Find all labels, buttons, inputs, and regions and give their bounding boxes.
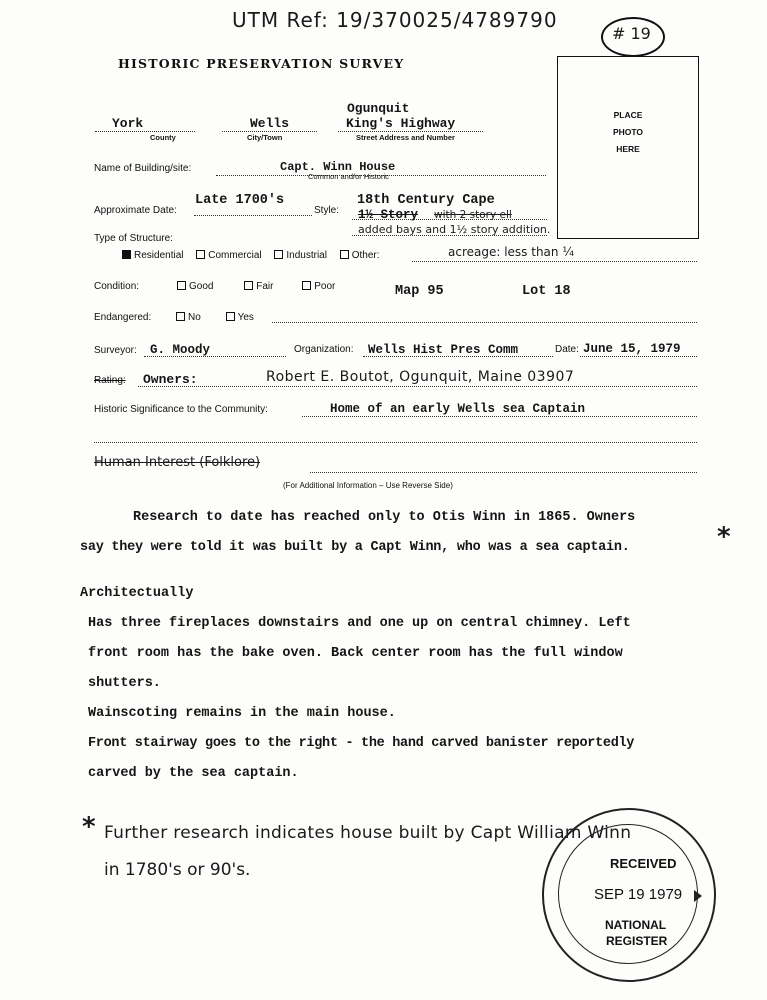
condition-option-good[interactable]	[177, 281, 213, 292]
research-asterisk: *	[717, 522, 731, 552]
city-underline	[222, 131, 317, 132]
significance-underline-2	[94, 442, 697, 443]
style-line-3-handwritten: added bays and 1½ story addition.	[358, 223, 551, 236]
other-checkbox[interactable]	[340, 250, 349, 259]
photo-text-line-2: PHOTO	[612, 127, 644, 137]
poor-checkbox[interactable]	[302, 281, 311, 290]
street-underline	[338, 131, 483, 132]
photo-text-line-1: PLACE	[613, 110, 643, 120]
other-label: Other:	[351, 250, 380, 261]
organization-underline	[363, 356, 553, 357]
surveyor-value: G. Moody	[150, 343, 211, 357]
organization-value: Wells Hist Pres Comm	[368, 343, 519, 357]
building-name-sublabel: Common and/or Historic	[308, 172, 389, 181]
architecture-line-2: front room has the bake oven. Back center room has the full window	[88, 646, 623, 661]
footnote-line-2: in 1780's or 90's.	[104, 860, 251, 880]
style-line-2-typed: 1½ Story	[358, 208, 419, 222]
date-value: June 15, 1979	[583, 342, 681, 356]
style-underline-1	[352, 219, 547, 220]
fair-label: Fair	[256, 281, 274, 292]
map-reference: Map 95	[395, 284, 444, 299]
additional-info-note: (For Additional Information – Use Reverse Side)	[283, 481, 453, 490]
date-underline	[580, 356, 697, 357]
research-line-2: say they were told it was built by a Capt Winn, who was a sea captain.	[80, 540, 630, 555]
fair-checkbox[interactable]	[244, 281, 253, 290]
significance-label: Historic Significance to the Community:	[94, 404, 268, 415]
owners-label: Owners:	[143, 372, 198, 387]
owners-value: Robert E. Boutot, Ogunquit, Maine 03907	[266, 369, 575, 385]
architecture-heading: Architectually	[80, 586, 194, 601]
lot-reference: Lot 18	[522, 284, 571, 299]
footnote-line-1: Further research indicates house built by Capt William Winn	[104, 823, 632, 843]
poor-label: Poor	[314, 281, 336, 292]
footnote-asterisk: *	[82, 812, 96, 842]
architecture-line-1: Has three fireplaces downstairs and one up on central chimney. Left	[88, 616, 631, 631]
research-line-1: Research to date has reached only to Otis Winn in 1865. Owners	[133, 510, 636, 525]
surveyor-underline	[144, 356, 286, 357]
date-label: Date:	[555, 344, 579, 355]
architecture-line-6: carved by the sea captain.	[88, 766, 299, 781]
street-label: Street Address and Number	[356, 133, 455, 142]
style-line-2-handwritten: with 2 story ell	[434, 209, 512, 221]
style-label: Style:	[314, 205, 340, 216]
structure-other-value: acreage: less than ¼	[448, 245, 574, 259]
good-checkbox[interactable]	[177, 281, 186, 290]
stamp-date: SEP 19 1979	[594, 886, 683, 903]
approx-date-underline	[194, 215, 312, 216]
industrial-checkbox[interactable]	[274, 250, 283, 259]
no-checkbox[interactable]	[176, 312, 185, 321]
commercial-checkbox[interactable]	[196, 250, 205, 259]
human-interest-label: Human Interest (Folklore)	[94, 455, 261, 470]
approx-date-label: Approximate Date:	[94, 205, 177, 216]
no-label: No	[188, 312, 201, 323]
endangered-underline	[272, 322, 697, 323]
condition-options	[177, 281, 335, 292]
condition-option-poor[interactable]	[302, 281, 335, 292]
industrial-label: Industrial	[286, 250, 327, 261]
residential-checkbox[interactable]	[122, 250, 131, 259]
county-value: York	[112, 116, 144, 131]
good-label: Good	[189, 281, 214, 292]
photo-placeholder-box	[557, 56, 699, 239]
survey-title: HISTORIC PRESERVATION SURVEY	[118, 56, 405, 71]
architecture-line-5: Front stairway goes to the right - the hand carved banister reportedly	[88, 736, 635, 751]
approx-date-value: Late 1700's	[195, 193, 285, 208]
endangered-options	[176, 312, 254, 323]
condition-option-fair[interactable]	[244, 281, 273, 292]
photo-text-line-3: HERE	[616, 144, 640, 154]
human-interest-underline	[310, 472, 697, 473]
county-label: County	[150, 133, 176, 142]
surveyor-label: Surveyor:	[94, 345, 137, 356]
significance-underline-1	[302, 416, 697, 417]
endangered-label: Endangered:	[94, 312, 152, 323]
stamp-received: RECEIVED	[610, 856, 677, 871]
building-name-label: Name of Building/site:	[94, 163, 192, 174]
endangered-option-yes[interactable]	[226, 312, 254, 323]
received-stamp	[542, 808, 716, 982]
structure-option-residential[interactable]	[122, 250, 183, 261]
rating-label: Rating:	[94, 375, 126, 386]
survey-number: # 19	[612, 24, 651, 43]
structure-option-other[interactable]	[340, 250, 380, 261]
yes-label: Yes	[237, 312, 254, 323]
architecture-line-4: Wainscoting remains in the main house.	[88, 706, 396, 721]
residential-label: Residential	[134, 250, 184, 261]
stamp-register: REGISTER	[606, 934, 668, 948]
architecture-line-3: shutters.	[88, 676, 161, 691]
structure-label: Type of Structure:	[94, 233, 173, 244]
commercial-label: Commercial	[208, 250, 262, 261]
street-line-2: King's Highway	[346, 116, 456, 131]
style-underline-2	[352, 235, 547, 236]
city-value: Wells	[250, 116, 290, 131]
organization-label: Organization:	[294, 344, 354, 355]
structure-option-commercial[interactable]	[196, 250, 261, 261]
county-underline	[95, 131, 195, 132]
significance-value: Home of an early Wells sea Captain	[330, 402, 586, 416]
stamp-arrow-icon	[694, 890, 702, 902]
city-label: City/Town	[247, 133, 283, 142]
yes-checkbox[interactable]	[226, 312, 235, 321]
style-line-1: 18th Century Cape	[357, 193, 495, 208]
owners-underline	[138, 386, 697, 387]
endangered-option-no[interactable]	[176, 312, 201, 323]
condition-label: Condition:	[94, 281, 140, 292]
utm-reference: UTM Ref: 19/370025/4789790	[232, 8, 558, 32]
stamp-national: NATIONAL	[605, 918, 667, 932]
structure-option-industrial[interactable]	[274, 250, 327, 261]
other-underline	[412, 261, 697, 262]
street-line-1: Ogunquit	[347, 101, 410, 116]
building-name-value: Capt. Winn House	[280, 160, 396, 174]
structure-options	[122, 250, 390, 261]
